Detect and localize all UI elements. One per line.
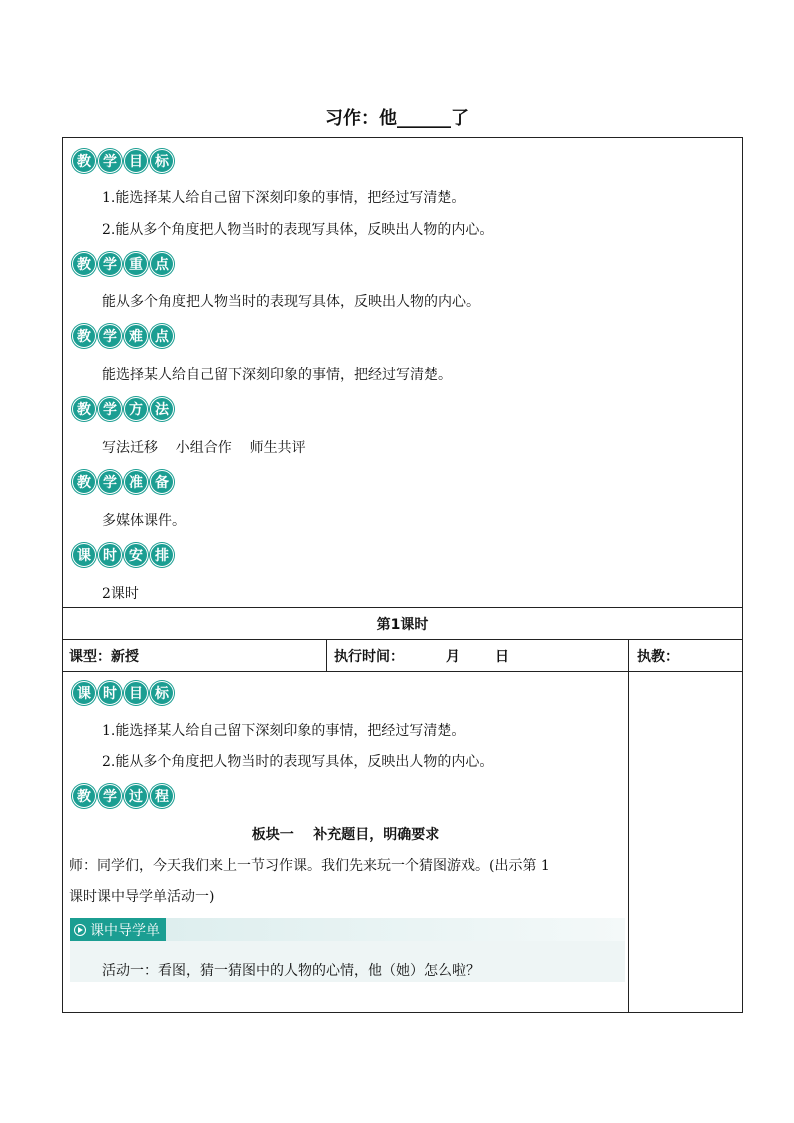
section-heading-lesson-goals: 课 时 目 标 <box>72 681 175 705</box>
play-circle-icon <box>74 924 86 936</box>
schedule-text: 2课时 <box>102 586 139 602</box>
month-label: 月 <box>446 649 460 665</box>
lesson-type: 课型：新授 <box>69 649 139 665</box>
divider <box>628 639 629 1013</box>
divider <box>326 639 327 671</box>
objective-item: 2.能从多个角度把人物当时的表现写具体，反映出人物的内心。 <box>102 222 494 238</box>
section-heading-preparation: 教 学 准 备 <box>72 470 175 494</box>
teacher-dialogue-cont: 课时课中导学单活动一) <box>69 889 215 905</box>
section-heading-methods: 教 学 方 法 <box>72 397 175 421</box>
difficulties-text: 能选择某人给自己留下深刻印象的事情，把经过写清楚。 <box>102 367 452 383</box>
preparation-text: 多媒体课件。 <box>102 513 186 529</box>
execution-time-label: 执行时间： <box>334 649 404 665</box>
teacher-dialogue: 师：同学们，今天我们来上一节习作课。我们先来玩一个猜图游戏。(出示第 1 <box>69 858 550 874</box>
section-heading-process: 教 学 过 程 <box>72 784 175 808</box>
key-points-text: 能从多个角度把人物当时的表现写具体，反映出人物的内心。 <box>102 294 480 310</box>
guide-sheet-tab <box>70 918 166 941</box>
divider <box>63 607 742 608</box>
module-title: 板块一 补充题目，明确要求 <box>251 827 440 843</box>
section-heading-key-points: 教 学 重 点 <box>72 252 175 276</box>
lesson-goal-item: 2.能从多个角度把人物当时的表现写具体，反映出人物的内心。 <box>102 754 494 770</box>
guide-sheet-label: 课中导学单 <box>90 922 160 939</box>
teacher-label: 执教： <box>637 649 679 665</box>
divider <box>63 639 742 640</box>
section-heading-difficulties: 教 学 难 点 <box>72 324 175 348</box>
day-label: 日 <box>495 649 509 665</box>
methods-text: 写法迁移 小组合作 师生共评 <box>102 440 306 456</box>
lesson-goal-item: 1.能选择某人给自己留下深刻印象的事情，把经过写清楚。 <box>102 723 466 739</box>
activity-text: 活动一：看图，猜一猜图中的人物的心情，他（她）怎么啦？ <box>102 963 480 979</box>
section-heading-objectives: 教 学 目 标 <box>72 149 175 173</box>
document-title: 习作：他______了 <box>325 108 469 129</box>
section-heading-schedule: 课 时 安 排 <box>72 543 175 567</box>
guide-sheet-box <box>70 918 625 982</box>
objective-item: 1.能选择某人给自己留下深刻印象的事情，把经过写清楚。 <box>102 190 466 206</box>
lesson-plan-table <box>62 137 743 1013</box>
lesson-title: 第1课时 <box>376 617 429 633</box>
divider <box>63 671 742 672</box>
